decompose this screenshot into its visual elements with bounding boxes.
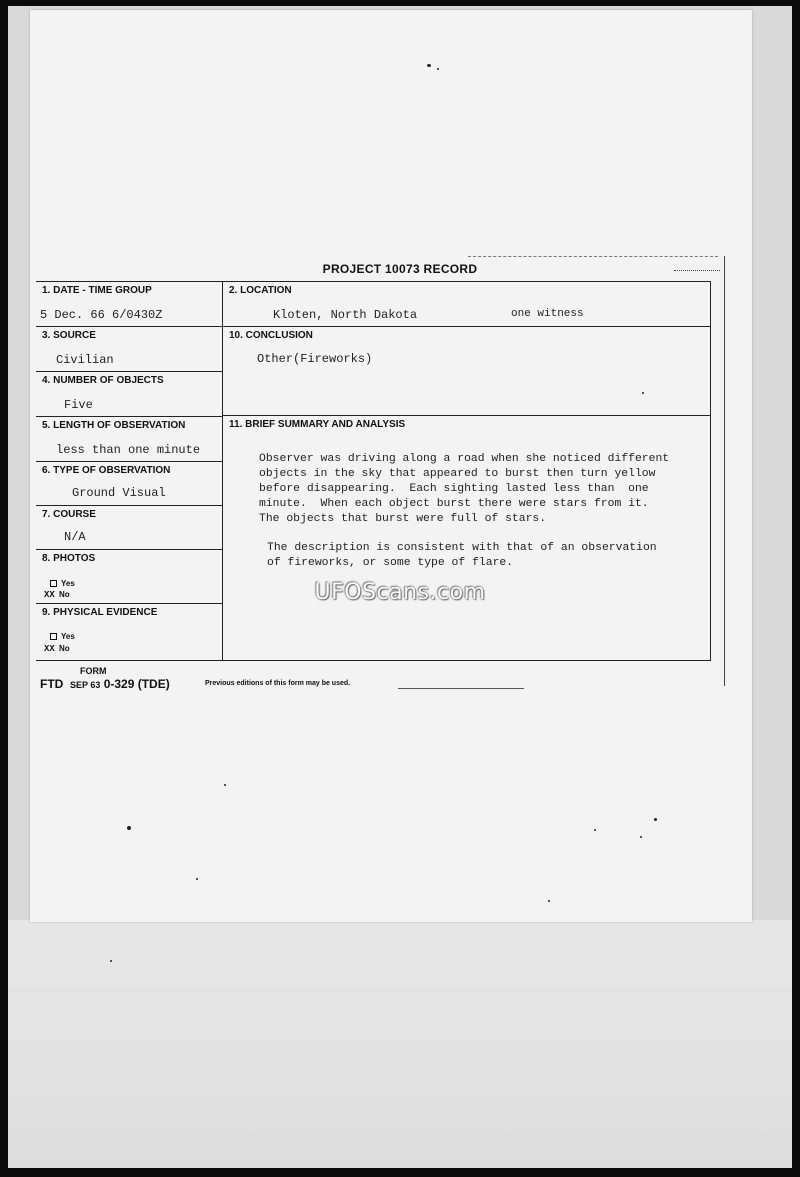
- conclusion-section: [223, 327, 710, 416]
- photos-yes-label: Yes: [61, 579, 75, 588]
- course-cell: [36, 506, 222, 550]
- source-cell: [36, 327, 222, 372]
- source-value: Civilian: [56, 353, 114, 367]
- source-label: 3. SOURCE: [42, 330, 96, 341]
- conclusion-value: Other(Fireworks): [257, 352, 373, 366]
- form-identifier: [40, 677, 170, 691]
- type-of-observation-label: 6. TYPE OF OBSERVATION: [42, 465, 171, 476]
- backing-sheet: [8, 920, 792, 1168]
- scan-speck: [437, 68, 439, 70]
- physical-evidence-yes-checkbox[interactable]: [50, 633, 57, 640]
- physical-evidence-yes-label: Yes: [61, 632, 75, 641]
- location-label: 2. LOCATION: [229, 285, 292, 296]
- form-word: FORM: [80, 666, 107, 676]
- brief-summary-section: [223, 416, 710, 660]
- scan-speck: [594, 829, 596, 831]
- date-time-group-label: 1. DATE - TIME GROUP: [42, 285, 152, 296]
- scan-speck: [654, 818, 657, 821]
- watermark: UFOScans.com: [314, 580, 486, 605]
- type-of-observation-cell: [36, 462, 222, 506]
- brief-summary-label: 11. BRIEF SUMMARY AND ANALYSIS: [229, 419, 406, 430]
- number-of-objects-value: Five: [64, 398, 93, 412]
- page-edge-line: [724, 256, 725, 686]
- physical-evidence-cell: [36, 604, 222, 660]
- form-id-prefix: FTD: [40, 677, 64, 691]
- location-section: [223, 282, 710, 327]
- conclusion-label: 10. CONCLUSION: [229, 330, 313, 341]
- length-of-observation-label: 5. LENGTH OF OBSERVATION: [42, 420, 186, 431]
- photos-no-label: No: [59, 590, 70, 600]
- physical-evidence-no-label: No: [59, 644, 70, 654]
- previous-editions-note: Previous editions of this form may be used.: [205, 680, 351, 687]
- scan-speck: [127, 826, 131, 830]
- physical-evidence-label: 9. PHYSICAL EVIDENCE: [42, 607, 158, 618]
- form-title: PROJECT 10073 RECORD: [322, 262, 478, 276]
- summary-paragraph: Observer was driving along a road when she noticed different objects in the sky that appeared to burst then turn yellow before disappearing. Each sighting lasted less than one minute. When each object burst there were stars from it. The objects that burst were full of stars.: [259, 453, 670, 525]
- scan-speck: [196, 878, 198, 880]
- date-time-group-cell: [36, 282, 222, 327]
- scan-speck: [548, 900, 550, 902]
- number-of-objects-cell: [36, 372, 222, 417]
- location-witness-note: one witness: [511, 308, 584, 320]
- analysis-paragraph: The description is consistent with that of an observation of fireworks, or some type of flare.: [267, 542, 657, 569]
- physical-evidence-no-x-mark: XX: [44, 644, 55, 654]
- scan-speck: [640, 836, 642, 838]
- title-dots: [674, 270, 720, 273]
- course-label: 7. COURSE: [42, 509, 96, 520]
- length-of-observation-value: less than one minute: [56, 443, 201, 457]
- footer-rule: [398, 688, 524, 689]
- photos-no-x-mark: XX: [44, 590, 55, 600]
- location-value: Kloten, North Dakota: [273, 308, 418, 322]
- scan-speck: [224, 784, 226, 786]
- number-of-objects-label: 4. NUMBER OF OBJECTS: [42, 375, 164, 386]
- date-time-group-value: 5 Dec. 66 6/0430Z: [40, 308, 163, 322]
- scan-speck: [110, 960, 112, 962]
- form-date: SEP 63: [70, 680, 101, 690]
- scan-speck: [642, 392, 644, 394]
- photos-label: 8. PHOTOS: [42, 553, 96, 564]
- form-number: 0-329 (TDE): [103, 677, 170, 691]
- type-of-observation-value: Ground Visual: [72, 486, 166, 500]
- course-value: N/A: [64, 530, 86, 544]
- length-of-observation-cell: [36, 417, 222, 462]
- physical-evidence-yes-option[interactable]: [50, 632, 75, 641]
- title-rule: [468, 256, 718, 258]
- physical-evidence-no-option[interactable]: [44, 644, 70, 654]
- scan-speck: [427, 64, 431, 67]
